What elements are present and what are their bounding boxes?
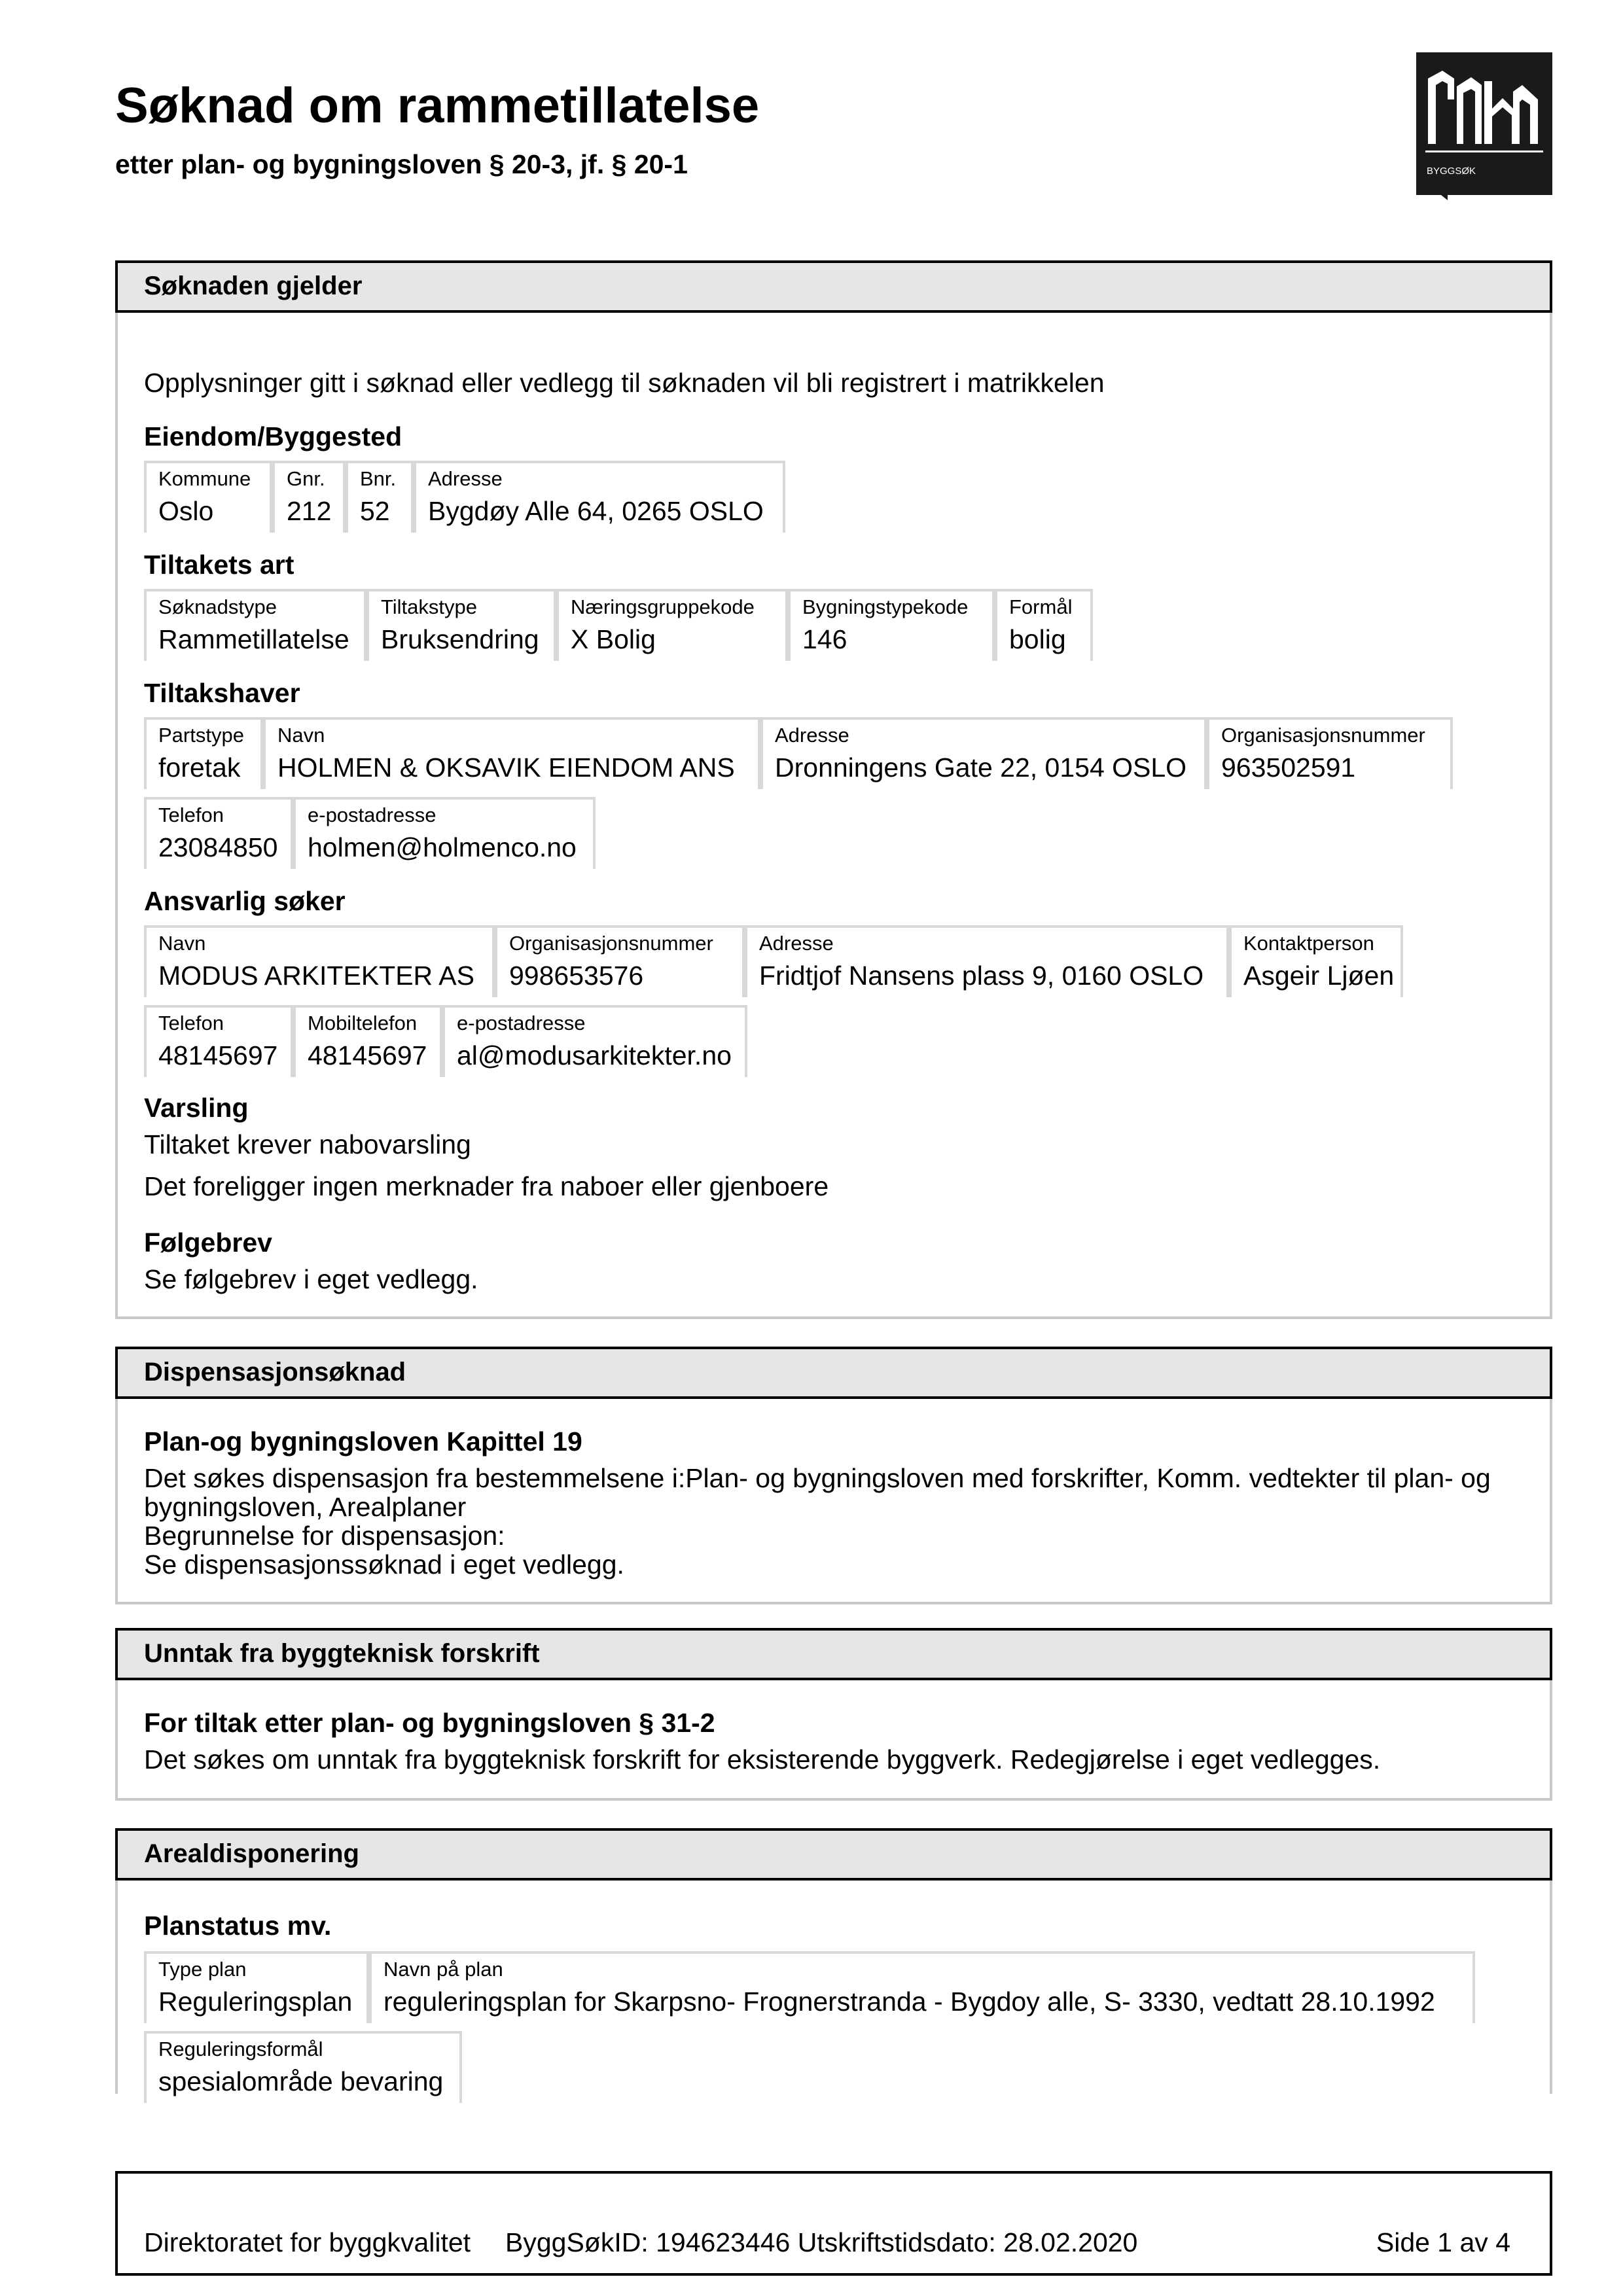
field-value: al@modusarkitekter.no xyxy=(457,1040,732,1070)
field-epost xyxy=(442,1005,747,1077)
field-label: Adresse xyxy=(759,932,834,955)
field-value: Oslo xyxy=(158,496,214,526)
field-label: Tiltakstype xyxy=(381,595,478,618)
ansvarlig-soker-heading: Ansvarlig søker xyxy=(144,886,346,916)
page-footer xyxy=(115,2171,1552,2276)
tiltak-heading: Tiltakets art xyxy=(144,550,294,580)
field-formal xyxy=(995,589,1093,661)
field-value: Reguleringsplan xyxy=(158,1987,353,2017)
field-value: foretak xyxy=(158,752,241,783)
field-value: 212 xyxy=(287,496,332,526)
field-adresse xyxy=(745,925,1229,997)
field-bygningstypekode xyxy=(788,589,995,661)
field-value: 146 xyxy=(802,624,847,654)
field-navn-pa-plan xyxy=(369,1951,1475,2023)
dispensasjon-line: Begrunnelse for dispensasjon: xyxy=(144,1521,505,1551)
varsling-heading: Varsling xyxy=(144,1093,249,1123)
field-value: 23084850 xyxy=(158,832,278,862)
field-reguleringsformal xyxy=(144,2031,462,2103)
field-value: HOLMEN & OKSAVIK EIENDOM ANS xyxy=(277,752,735,783)
field-value: X Bolig xyxy=(571,624,656,654)
field-label: Næringsgruppekode xyxy=(571,595,755,618)
section-soknaden-gjelder xyxy=(115,260,1552,1319)
unntak-text: Det søkes om unntak fra byggteknisk forskrift for eksisterende byggverk. Redegjørelse i eget vedlegges. xyxy=(144,1744,1381,1775)
field-organisasjonsnummer xyxy=(495,925,745,997)
field-value: Rammetillatelse xyxy=(158,624,349,654)
field-value: 48145697 xyxy=(158,1040,278,1070)
svg-text:BYGGSØK: BYGGSØK xyxy=(1427,166,1476,177)
eiendom-heading: Eiendom/Byggested xyxy=(144,421,402,451)
field-naeringsgruppekode xyxy=(556,589,788,661)
field-label: e-postadresse xyxy=(308,804,437,826)
footer-org: Direktoratet for byggkvalitet xyxy=(144,2227,471,2257)
field-label: Mobiltelefon xyxy=(308,1012,418,1034)
folgebrev-heading: Følgebrev xyxy=(144,1227,272,1258)
field-label: Kontaktperson xyxy=(1243,932,1374,955)
field-value: 998653576 xyxy=(509,961,644,991)
field-organisasjonsnummer xyxy=(1207,717,1453,789)
field-value: reguleringsplan for Skarpsno- Frognerstranda - Bygdoy alle, S- 3330, vedtatt 28.10.1992 xyxy=(383,1987,1435,2017)
section-arealdisponering xyxy=(115,1828,1552,2094)
field-value: Bygdøy Alle 64, 0265 OSLO xyxy=(428,496,764,526)
field-label: Gnr. xyxy=(287,467,325,490)
field-label: Organisasjonsnummer xyxy=(509,932,713,955)
dispensasjon-line: Se dispensasjonssøknad i eget vedlegg. xyxy=(144,1549,624,1580)
unntak-subheading: For tiltak etter plan- og bygningsloven § 31-2 xyxy=(144,1708,715,1738)
section-heading: Arealdisponering xyxy=(115,1828,1552,1881)
field-soknadstype xyxy=(144,589,366,661)
field-label: Telefon xyxy=(158,804,224,826)
field-label: Organisasjonsnummer xyxy=(1221,724,1425,747)
field-tiltakstype xyxy=(366,589,556,661)
field-label: Bnr. xyxy=(360,467,397,490)
page-title: Søknad om rammetillatelse xyxy=(115,78,760,133)
field-epost xyxy=(293,797,596,869)
field-partstype xyxy=(144,717,263,789)
footer-id: ByggSøkID: 194623446 Utskriftstidsdato: 28.02.2020 xyxy=(505,2227,1138,2257)
field-label: Telefon xyxy=(158,1012,224,1034)
field-value: 963502591 xyxy=(1221,752,1356,783)
field-adresse xyxy=(760,717,1207,789)
field-value: MODUS ARKITEKTER AS xyxy=(158,961,474,991)
field-gnr xyxy=(272,461,346,533)
dispensasjon-line: Det søkes dispensasjon fra bestemmelsene i:Plan- og bygningsloven med forskrifter, Komm. vedtekter til plan- og xyxy=(144,1463,1491,1493)
section-heading: Unntak fra byggteknisk forskrift xyxy=(115,1628,1552,1680)
planstatus-heading: Planstatus mv. xyxy=(144,1911,332,1941)
byggsok-logo xyxy=(1416,52,1552,200)
footer-page-number: Side 1 av 4 xyxy=(1376,2227,1510,2257)
field-label: e-postadresse xyxy=(457,1012,586,1034)
varsling-line: Det foreligger ingen merknader fra naboer eller gjenboere xyxy=(144,1171,829,1201)
field-value: 48145697 xyxy=(308,1040,427,1070)
field-label: Kommune xyxy=(158,467,251,490)
field-label: Reguleringsformål xyxy=(158,2038,323,2060)
matrikkel-notice: Opplysninger gitt i søknad eller vedlegg til søknaden vil bli registrert i matrikkelen xyxy=(144,368,1105,398)
section-dispensasjon xyxy=(115,1347,1552,1604)
field-label: Adresse xyxy=(428,467,503,490)
field-value: 52 xyxy=(360,496,390,526)
field-value: spesialområde bevaring xyxy=(158,2066,444,2096)
field-mobiltelefon xyxy=(293,1005,442,1077)
field-value: Fridtjof Nansens plass 9, 0160 OSLO xyxy=(759,961,1204,991)
field-value: Dronningens Gate 22, 0154 OSLO xyxy=(775,752,1187,783)
varsling-line: Tiltaket krever nabovarsling xyxy=(144,1129,471,1159)
tiltakshaver-heading: Tiltakshaver xyxy=(144,678,300,708)
field-label: Navn på plan xyxy=(383,1958,503,1981)
field-type-plan xyxy=(144,1951,369,2023)
field-label: Søknadstype xyxy=(158,595,277,618)
byggsok-logo-icon xyxy=(1416,52,1552,200)
field-label: Navn xyxy=(158,932,206,955)
field-telefon xyxy=(144,797,293,869)
dispensasjon-subheading: Plan-og bygningsloven Kapittel 19 xyxy=(144,1426,582,1457)
field-value: holmen@holmenco.no xyxy=(308,832,577,862)
field-kommune xyxy=(144,461,272,533)
field-label: Navn xyxy=(277,724,325,747)
field-value: Bruksendring xyxy=(381,624,539,654)
field-navn xyxy=(144,925,495,997)
field-label: Bygningstypekode xyxy=(802,595,969,618)
dispensasjon-line: bygningsloven, Arealplaner xyxy=(144,1492,467,1522)
field-value: Asgeir Ljøen xyxy=(1243,961,1395,991)
page-subtitle: etter plan- og bygningsloven § 20-3, jf. § 20-1 xyxy=(115,149,688,179)
field-label: Adresse xyxy=(775,724,849,747)
field-label: Formål xyxy=(1009,595,1073,618)
section-heading: Søknaden gjelder xyxy=(115,260,1552,313)
folgebrev-text: Se følgebrev i eget vedlegg. xyxy=(144,1264,478,1294)
field-bnr xyxy=(346,461,414,533)
field-adresse xyxy=(414,461,785,533)
field-label: Partstype xyxy=(158,724,244,747)
section-unntak xyxy=(115,1628,1552,1801)
field-label: Type plan xyxy=(158,1958,247,1981)
section-heading: Dispensasjonsøknad xyxy=(115,1347,1552,1399)
field-kontaktperson xyxy=(1229,925,1403,997)
field-navn xyxy=(263,717,760,789)
field-telefon xyxy=(144,1005,293,1077)
field-value: bolig xyxy=(1009,624,1066,654)
